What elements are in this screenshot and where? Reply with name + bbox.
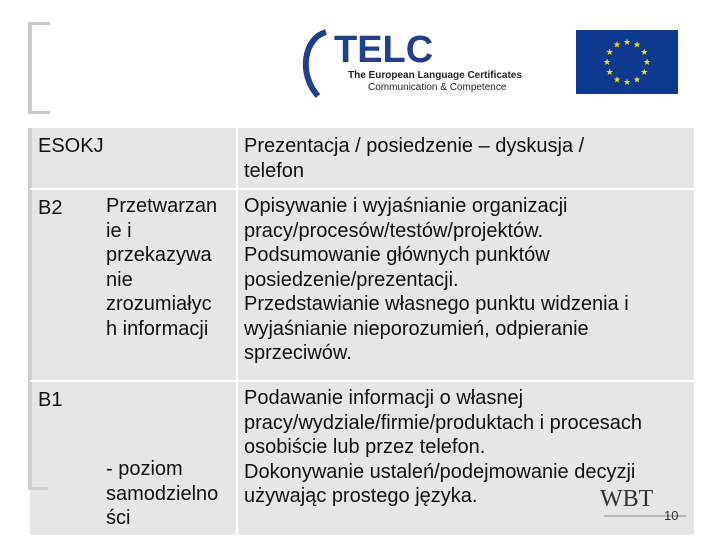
eu-star-icon: ★ xyxy=(612,74,622,85)
eu-star-icon: ★ xyxy=(602,57,612,67)
description-b2: Opisywanie i wyjaśnianie organizacji pracy/procesów/testów/projektów. Podsumowanie głównych punktów posiedzenie/prezentacji. Przedstawianie własnego punktu widzenia i wyjaśnianie nieporozumień, odpieranie sprzeciwów. xyxy=(244,195,629,364)
header-esokj: ESOKJ xyxy=(38,135,104,157)
telc-logo-line1: The European Language Certificates xyxy=(348,70,522,81)
page-number: 10 xyxy=(664,508,679,523)
table-column-divider xyxy=(236,128,238,535)
eu-star-icon: ★ xyxy=(632,74,642,85)
decorative-bracket-lower xyxy=(28,128,48,490)
skill-b2: Przetwarzan ie i przekazywa nie zrozumiałyc h informacji xyxy=(106,195,218,340)
wbt-logo-text: WBT xyxy=(600,486,654,512)
skill-b1: - poziom samodzielno ści xyxy=(106,458,219,529)
telc-logo-line2: Communication & Competence xyxy=(368,82,507,93)
eu-star-icon: ★ xyxy=(605,67,614,77)
table-divider-header xyxy=(30,188,694,190)
decorative-bracket-top xyxy=(28,22,50,114)
eu-star-icon: ★ xyxy=(622,37,632,47)
eu-star-icon: ★ xyxy=(612,39,622,50)
eu-star-icon: ★ xyxy=(605,47,614,57)
eu-star-icon: ★ xyxy=(632,39,642,50)
header-presentation: Prezentacja / posiedzenie – dyskusja / telefon xyxy=(244,135,585,182)
description-b1: Podawanie informacji o własnej pracy/wydziale/firmie/produktach i procesach osobiście lub przez telefon. Dokonywanie ustaleń/podejmowanie decyzji używając prostego języka. xyxy=(244,387,642,507)
eu-star-icon: ★ xyxy=(622,77,632,87)
eu-star-icon: ★ xyxy=(640,47,649,57)
table-divider-b1 xyxy=(30,380,694,382)
telc-logo xyxy=(296,24,528,104)
eu-flag-icon xyxy=(576,30,678,94)
eu-star-icon: ★ xyxy=(642,57,652,67)
telc-logo-letters: TELC xyxy=(334,29,434,71)
eu-star-icon: ★ xyxy=(640,67,649,77)
level-b1: B1 xyxy=(38,389,63,411)
level-b2: B2 xyxy=(38,197,63,219)
